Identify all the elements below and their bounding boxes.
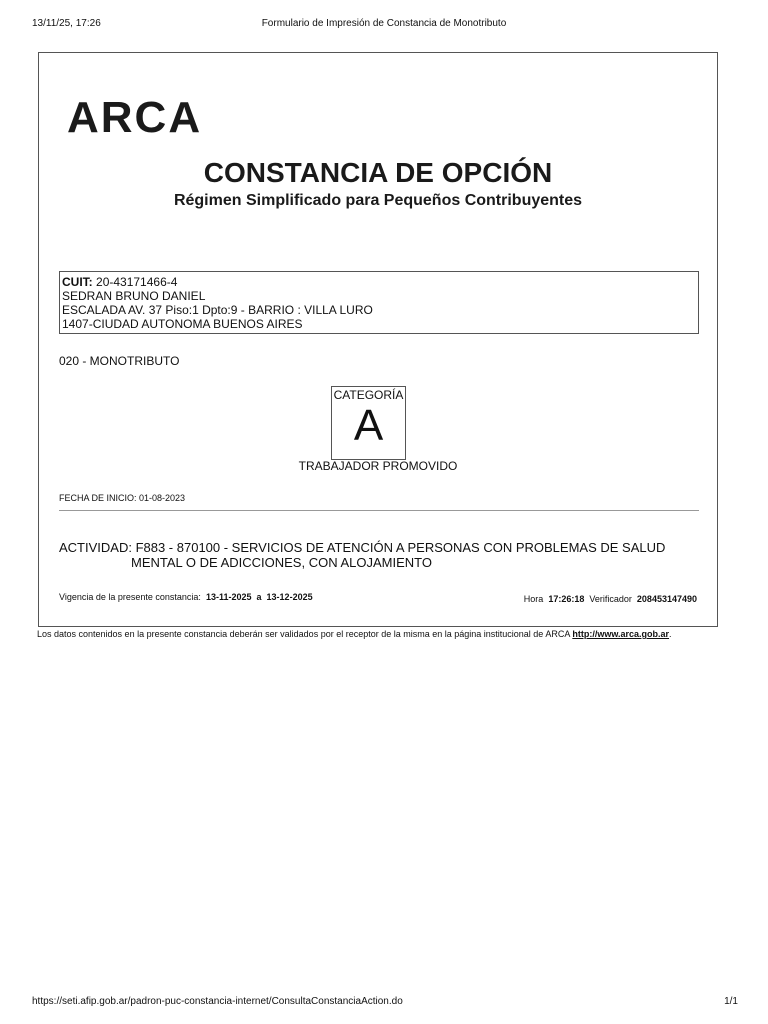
constancia-document <box>38 52 718 627</box>
activity-line-2: MENTAL O DE ADICCIONES, CON ALOJAMIENTO <box>131 555 432 570</box>
arca-logo: ARCA <box>67 93 203 142</box>
start-date: FECHA DE INICIO: 01-08-2023 <box>59 493 186 503</box>
regime-label: 020 - MONOTRIBUTO <box>59 354 180 368</box>
verification-info <box>524 594 697 604</box>
category-description: TRABAJADOR PROMOVIDO <box>298 459 458 473</box>
print-page-number: 1/1 <box>724 996 738 1007</box>
taxpayer-city: 1407-CIUDAD AUTONOMA BUENOS AIRES <box>62 317 303 331</box>
document-title: CONSTANCIA DE OPCIÓN <box>203 157 553 188</box>
validation-disclaimer <box>37 629 672 639</box>
section-divider <box>59 510 699 511</box>
activity-line-1: ACTIVIDAD: F883 - 870100 - SERVICIOS DE ATENCIÓN A PERSONAS CON PROBLEMAS DE SALUD <box>59 540 666 555</box>
validity-from: 13-11-2025 <box>205 592 252 602</box>
taxpayer-address: ESCALADA AV. 37 Piso:1 Dpto:9 - BARRIO : VILLA LURO <box>62 303 373 317</box>
verifier-value: 208453147490 <box>636 594 697 604</box>
validity-connector: a <box>256 592 262 602</box>
cuit-label: CUIT: <box>62 275 93 289</box>
category-box <box>331 386 406 460</box>
verifier-label: Verificador <box>589 594 632 604</box>
time-value: 17:26:18 <box>548 594 585 604</box>
time-label: Hora <box>523 594 544 604</box>
arca-website-link[interactable]: http://www.arca.gob.ar <box>572 629 670 639</box>
category-letter: A <box>353 401 384 450</box>
disclaimer-text: Los datos contenidos en la presente constancia deberán ser validados por el receptor de la misma en la página institucional de ARCA <box>37 629 570 639</box>
category-label: CATEGORÍA <box>333 388 404 402</box>
document-subtitle: Régimen Simplificado para Pequeños Contribuyentes <box>173 192 583 209</box>
activity-description <box>59 540 699 570</box>
taxpayer-name: SEDRAN BRUNO DANIEL <box>62 289 206 303</box>
disclaimer-suffix: . <box>669 629 672 639</box>
cuit-row <box>62 275 696 289</box>
print-datetime: 13/11/25, 17:26 <box>32 18 101 29</box>
cuit-value: 20-43171466-4 <box>96 275 178 289</box>
validity-period <box>59 592 313 602</box>
print-page-title: Formulario de Impresión de Constancia de Monotributo <box>261 18 507 29</box>
print-footer-url: https://seti.afip.gob.ar/padron-puc-constancia-internet/ConsultaConstanciaAction.do <box>32 996 403 1007</box>
validity-to: 13-12-2025 <box>266 592 313 602</box>
taxpayer-info-box <box>59 271 699 334</box>
validity-label: Vigencia de la presente constancia: <box>59 592 201 602</box>
